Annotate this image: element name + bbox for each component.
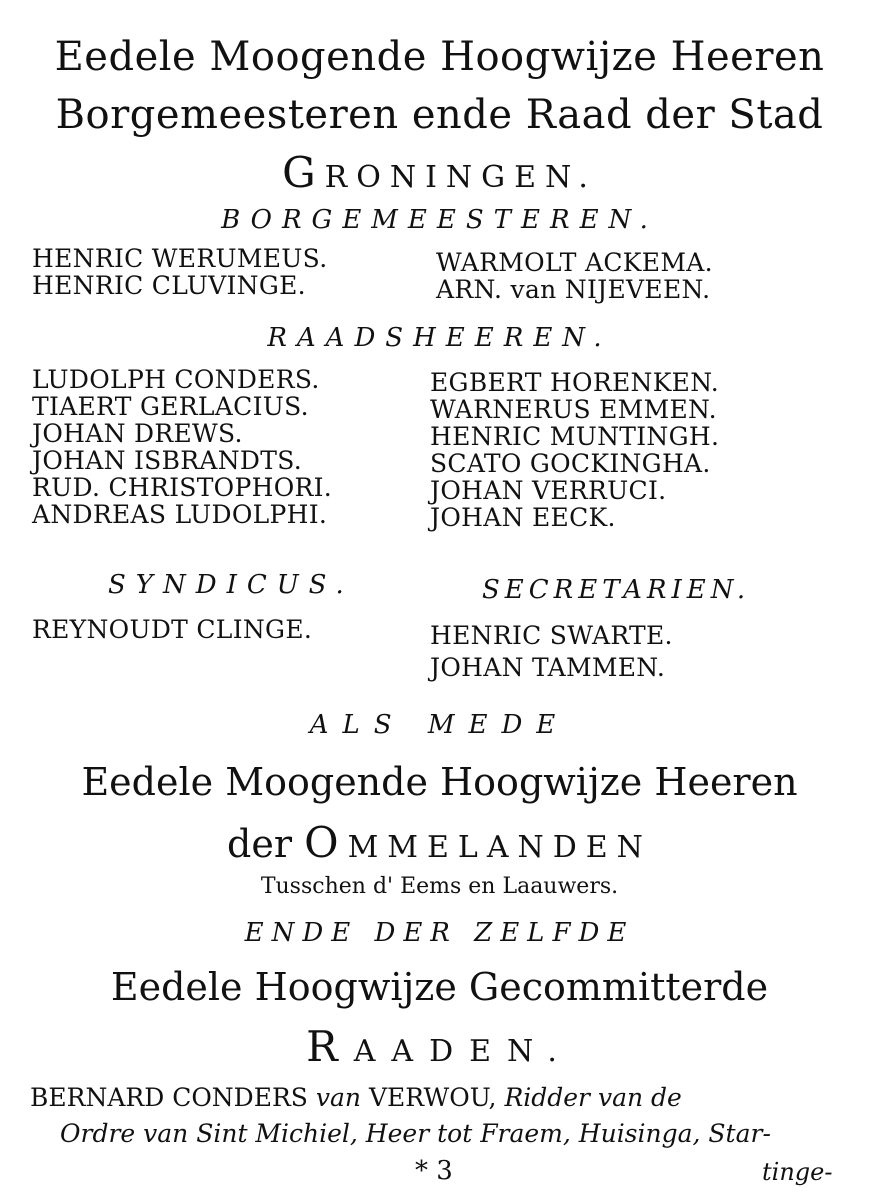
name-entry: JOHAN VERRUCI. xyxy=(430,476,667,505)
footer-line-2 xyxy=(60,1118,840,1150)
als-mede-line-3: Tusschen d' Eems en Laauwers. xyxy=(260,874,619,899)
syndicus-column xyxy=(32,616,312,643)
als-mede-line-5: Eedele Hoogwijze Gecommitterde xyxy=(110,965,769,1009)
heading-raadsheeren: RAADSHEEREN. xyxy=(267,323,612,353)
name-entry: JOHAN DREWS. xyxy=(32,419,243,448)
name-entry: JOHAN ISBRANDTS. xyxy=(32,446,303,475)
ridder-text: Ridder van de xyxy=(504,1083,682,1112)
footer-line-1 xyxy=(30,1082,840,1114)
name-verwou: VERWOU, xyxy=(368,1083,497,1112)
name-entry: HENRIC MUNTINGH. xyxy=(430,422,720,451)
name-entry: HENRIC SWARTE. xyxy=(430,621,673,650)
raadsheeren-left-column xyxy=(32,366,332,528)
ommelanden-word: OMMELANDEN xyxy=(304,818,652,867)
borgemeesteren-left-column xyxy=(32,245,327,299)
name-entry: SCATO GOCKINGHA. xyxy=(430,449,711,478)
ordre-text: Ordre van Sint Michiel, Heer tot Fraem, Huisinga, Star- xyxy=(60,1119,771,1148)
title-city: GRONINGEN. xyxy=(282,148,597,197)
signature-mark: * 3 xyxy=(415,1156,453,1186)
raaden-heading: RAADEN. xyxy=(306,1022,573,1071)
name-entry: HENRIC CLUVINGE. xyxy=(32,271,306,300)
name-entry: WARMOLT ACKEMA. xyxy=(436,248,713,277)
heading-ende-der-zelfde: ENDE DER ZELFDE xyxy=(244,918,635,948)
name-entry: LUDOLPH CONDERS. xyxy=(32,365,320,394)
name-entry: JOHAN TAMMEN. xyxy=(430,653,666,682)
heading-borgemeesteren: BORGEMEESTEREN. xyxy=(221,205,658,235)
name-entry: WARNERUS EMMEN. xyxy=(430,395,717,424)
catchword: tinge- xyxy=(762,1158,833,1186)
name-bernard-conders: BERNARD CONDERS xyxy=(30,1083,308,1112)
name-entry: RUD. CHRISTOPHORI. xyxy=(32,473,333,502)
title-line-2: Borgemeesteren ende Raad der Stad xyxy=(55,92,824,138)
name-entry: ARN. van NIJEVEEN. xyxy=(436,275,711,304)
heading-secretarien: SECRETARIEN. xyxy=(482,575,751,605)
title-line-1: Eedele Moogende Hoogwijze Heeren xyxy=(54,34,825,80)
heading-syndicus: SYNDICUS. xyxy=(108,570,354,600)
name-entry: JOHAN EECK. xyxy=(430,503,616,532)
als-mede-line-2 xyxy=(0,818,879,867)
als-mede-line-1: Eedele Moogende Hoogwijze Heeren xyxy=(81,760,798,804)
name-entry: ANDREAS LUDOLPHI. xyxy=(32,500,328,529)
secretarien-column xyxy=(430,620,673,684)
borgemeesteren-right-column xyxy=(436,249,713,303)
name-entry: TIAERT GERLACIUS. xyxy=(32,392,309,421)
der-word: der xyxy=(227,822,293,866)
name-entry: HENRIC WERUMEUS. xyxy=(32,244,328,273)
name-entry: REYNOUDT CLINGE. xyxy=(32,615,313,644)
van-word: van xyxy=(315,1083,362,1112)
name-entry: EGBERT HORENKEN. xyxy=(430,368,720,397)
raadsheeren-right-column xyxy=(430,369,719,531)
heading-als-mede: ALS MEDE xyxy=(309,710,570,740)
